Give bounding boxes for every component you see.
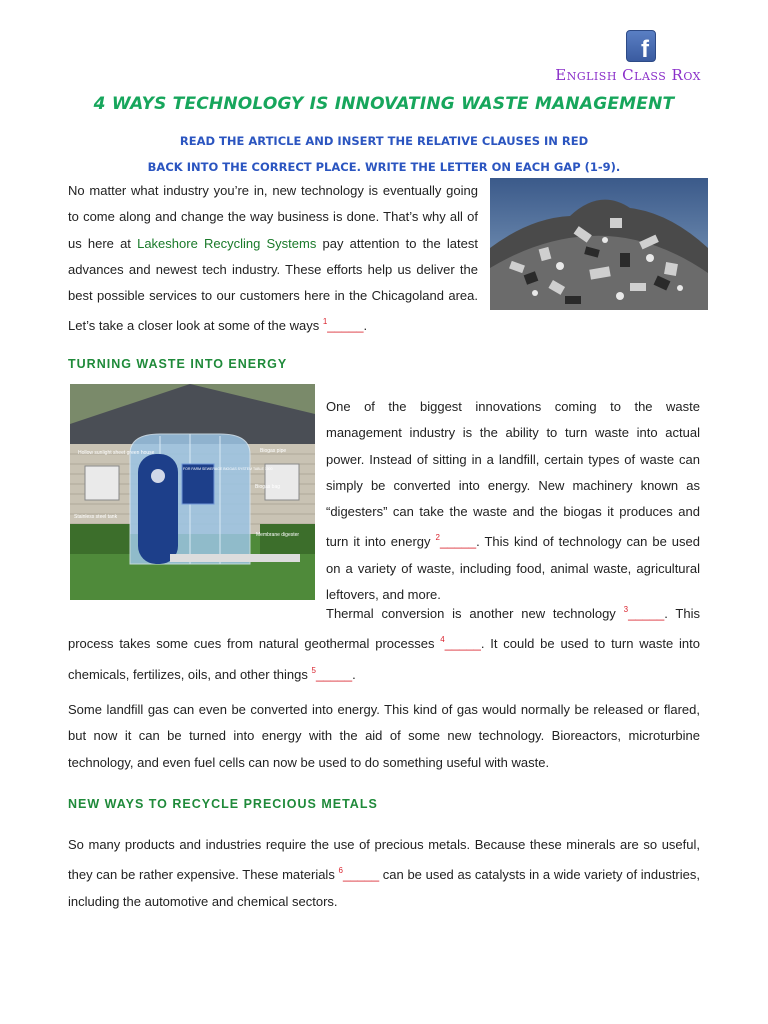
instructions-line-1: READ THE ARTICLE AND INSERT THE RELATIVE CLAUSES IN RED <box>179 134 589 148</box>
gap-4: $^4$_____ <box>440 635 481 652</box>
label-steel-tank: Stainless steel tank <box>74 514 118 520</box>
label-tank-plate: FOR FARM SEWERAGE BIOGAS SYSTEM TABLE 1000 <box>183 467 273 471</box>
label-membrane: Membrane digester <box>256 532 300 538</box>
gap-1: $^1$_____ <box>322 317 364 334</box>
gap-2: $^2$_____ <box>435 533 477 550</box>
page-title: 4 WAYS TECHNOLOGY IS INNOVATING WASTE MANAGEMENT <box>93 94 675 114</box>
metals-paragraph-1: So many products and industries require the use of precious metals. Because these minerals are so useful, they can be rather expensive. These materials $^6$_____ can be used as catalysts in a wide variety of industries, including the automotive and chemical sectors. <box>68 837 700 909</box>
energy-paragraph-1: One of the biggest innovations coming to the waste management industry is the ability to turn waste into actual power. Instead of sitting in a landfill, certain types of waste can simply be converted into energy. New machinery known as “digesters” can take the waste and the biogas it produces and turn it into energy $^2$_____. This kind of technology can be used on a variety of waste, including food, animal waste, agricultural leftovers, and more. <box>326 399 700 603</box>
gap-5: $^5$_____ <box>311 665 353 682</box>
biogas-digester-image <box>70 384 315 600</box>
energy-paragraph-3: Some landfill gas can even be converted into energy. This kind of gas would normally be released or flared, but now it can be turned into energy with the aid of some new technology. Bioreactors, microturbine technology, and even fuel cells can now be used to do something useful with waste. <box>68 702 700 770</box>
gap-6: $^6$_____ <box>338 866 380 883</box>
section-heading-energy: TURNING WASTE INTO ENERGY <box>68 357 288 371</box>
brand-name: English Class Rox <box>555 66 701 84</box>
energy-paragraph-2: Thermal conversion is another new technology $^3$_____. This process takes some cues from natural geothermal processes $^4$_____. It could be used to turn waste into chemicals, fertilizes, oils, and other things $^5$_____. <box>68 605 700 682</box>
instructions-line-2: BACK INTO THE CORRECT PLACE. WRITE THE LETTER ON EACH GAP (1-9). <box>147 160 621 174</box>
label-greenhouse: Hollow sunlight sheet green house <box>78 450 155 456</box>
label-biogas-pipe: Biogas pipe <box>260 448 287 454</box>
intro-paragraph: No matter what industry you’re in, new technology is eventually going to come along and change the way business is done. That’s why all of us here at Lakeshore Recycling Systems pay attention to the latest advances and newest tech industry. These efforts help us deliver the best possible services to our customers here in the Chicagoland area. Let’s take a closer look at some of the ways $^1$_____. <box>68 183 478 334</box>
facebook-icon[interactable]: f <box>626 30 656 62</box>
section-heading-metals: NEW WAYS TO RECYCLE PRECIOUS METALS <box>68 797 378 811</box>
gap-3: $^3$_____ <box>623 605 665 621</box>
lakeshore-link[interactable]: Lakeshore Recycling Systems <box>137 235 317 251</box>
scrap-pile-image <box>490 178 708 310</box>
label-biogas-bag: Biogas bag <box>255 484 281 490</box>
